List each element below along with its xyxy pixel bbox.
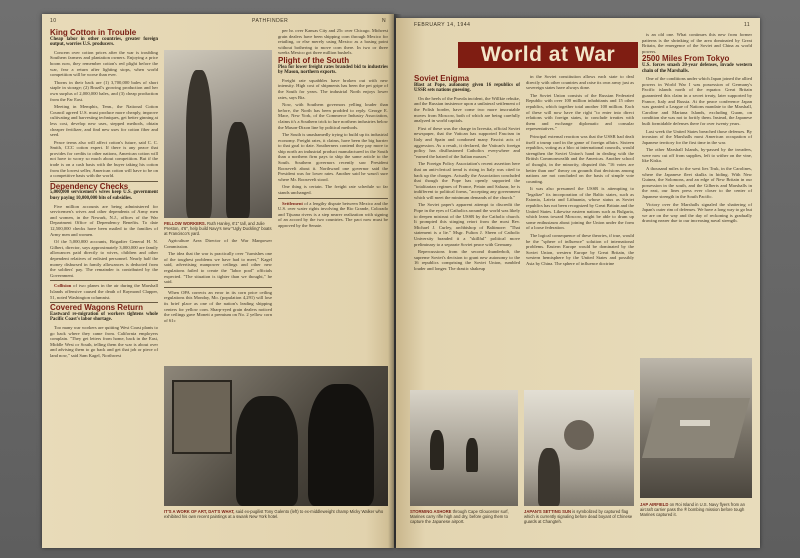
soviet-continued: Principal external reaction was that the USSR had dealt itself a trump card in the game of foreign affairs. Sixteen republics, voting as a bloc at international councils, would strengthen the Soviet Union's hand in dealing with the British Commonwealth and the Americas. Another school of thought, in the minority, disputed this "16 votes are better than one" theory on grounds that decisions among nations are not concluded on the basis of simple vote counting. xyxy=(526,133,634,184)
right-column-3 xyxy=(642,32,752,226)
collision-item xyxy=(50,283,158,300)
corn-paragraph: per hr. over Kansas City and 25c over Chicago. Midwest grain dealers have been shipping corn through Mexico for retailing, or else merely using Mexico as a basing point without bothering to move corn there. In two or three weeks Mexico got three million bushels. xyxy=(278,28,388,56)
dependency-paragraph: Of the 5,000,000 accounts, Brigadier General H. N. Gilbert, director, says approximately 3,000,000 are family allowances paid directly to wives, children and other dependent relatives of enlisted personnel. Nearly half the money disbursed in family allowances is deducted from the soldiers' pay. The remainder is contributed by the Government. xyxy=(50,239,158,278)
worker-figure-tall xyxy=(186,70,212,218)
soldier-figure xyxy=(538,448,560,506)
plight-paragraph: The South is unashamedly trying to build up its industrial economy. Freight rates, it claims, have been the big barrier to that goal to date. Southerners contend they pay more to ship north an industrial product manufactured in the South than a northern firm pays to ship the same article to the South. Southern governors recently saw President Roosevelt about it. Northward one governor said the President was for lower rates. Another said he wasn't sure where Mr. Roosevelt stood. xyxy=(278,132,388,182)
tokyo-paragraph: Victory over the Marshalls signaled the shattering of Japan's outer rim of defenses. We have a long way to go but we are on the way and the day of reckoning is gradually drawing nearer due to our increasing naval strength. xyxy=(642,201,752,224)
photo-jap-airfield xyxy=(640,358,752,498)
soviet-continued: The Soviet Union consists of the Russian Federated Republic with over 100 million inhabitants and 15 other republics, which together total another 100 million. Each of these will now have the right "to enter into direct relations with foreign states, to conclude treaties with them and exchange diplomatic and consular representatives." xyxy=(526,92,634,132)
soviet-paragraph: The Foreign Policy Association's recent assertion here that an anti-clerical trend is rising in Italy was cited to back up the charges. Actually the Association concluded that though the Pope has openly supported the "totalitarian regimes of France, Petain and Salazar, he is indifferent to political forms, "accepting any government which will meet the minimum demands of the church." xyxy=(414,161,520,200)
world-at-war-banner: World at War xyxy=(458,42,638,68)
dependency-heading: Dependency Checks xyxy=(50,181,129,191)
caption-lead: IT'S A WORK OF ART, DAT'S WHAT, xyxy=(164,509,235,514)
king-cotton-paragraph: Concern over cotton prices after the war is troubling Southern farmers and plantation owners. Enjoying a price boom now, they remember cotton's red plight before the war, fear a return after lighting stops, when world competition will be worse than ever. xyxy=(50,49,158,78)
king-cotton-heading: King Cotton in Trouble xyxy=(50,28,137,37)
plight-paragraph: Now, with Southern governors yelling louder than before, the North has been prodded to reply. George E. Mace, New York, of the Commerce Industry Association, claims it's a Southern trick to lure northern industries below the Mason-Dixon line by political methods. xyxy=(278,102,388,130)
soviet-continued: The logical consequence of these theories, if true, would be the "sphere of influence" solution of international problems. Eastern Europe would be dominated by the Soviet Union, western Europe by Great Britain, the western hemisphere by the United States and possibly Asia by China. The sphere of influence doctrine xyxy=(526,233,634,266)
wagons-continued: Agriculture Area Director of the War Manpower Commission. xyxy=(164,238,272,249)
wagons-heading: Covered Wagons Return xyxy=(50,303,144,313)
dependency-paragraph: Five million accounts are being administered for servicemen's wives and other dependents of Army men and women, in the Newark, N.J., offices of the War Department Office of Dependency Benefits. To date 12,500,000 checks have been mailed to the families of Army men and women. xyxy=(50,203,158,237)
runway-marking xyxy=(680,420,710,426)
caption-setting-sun xyxy=(524,509,634,524)
caption-text: on Roi Island in U.S. Navy flyers from an aircraft carrier pass the ® bombing mission before tough Marines captured it. xyxy=(640,502,745,517)
issue-date: FEBRUARY 14, 1944 xyxy=(414,22,471,28)
man-right-figure xyxy=(308,384,374,506)
caption-text: through Cape Gloucester surf, Marines carry rifle high and dry, before going them to capture the Japanese airport. xyxy=(410,509,509,524)
plight-heading: Plight of the South xyxy=(278,55,350,65)
divider xyxy=(278,198,388,199)
plight-subhead: Plea for lower freight rates branded bid to industries by Mason, northern exports. xyxy=(278,64,388,76)
soviet-paragraph: Repercussions from the second thunderbolt, the supreme Soviet's decision to grant new autonomy to the 16 republics comprising the Soviet Union, rumbled louder and longer. The drastic shakeup xyxy=(414,249,520,271)
soviet-continued: in the Soviet constitution allows each state to deal directly with other countries and raise its own army just as sovereign states have always done. xyxy=(526,74,634,91)
left-corner-mark: N xyxy=(382,18,387,24)
soviet-continued: It was also presumed the USSR is attempting to "legalize" its incorporation of the Baltic states, such as Estonia, Latvia and Lithuania, whose status as Soviet republics has not been recognized by Great Britain and the United States. Likewise eastern nations such as Bulgaria, which leans toward Moscow, might be able to drum up some enthusiasm about joining the Union under the form of a loose federation. xyxy=(526,186,634,231)
worker-figure-short xyxy=(226,122,250,218)
opa-paragraph: When OPA corrects an error in its corn price ceiling regulations this Monday, Mo. (population 4,291) will lose its brief place as one of the nation's leading shipping centers for yellow corn. Sharp-eyed grain dealers noticed the ceilings gave Monett a premium on No. 2 yellow corn of 61c xyxy=(164,289,272,323)
caption-art-exhibit xyxy=(164,509,388,519)
left-running-title: PATHFINDER xyxy=(252,18,289,24)
caption-lead: JAP AIRFIELD xyxy=(640,502,669,507)
left-column-3 xyxy=(278,28,388,231)
plight-paragraph: One thing is certain. The freight rate schedule so far stands unchanged. xyxy=(278,184,388,196)
soviet-paragraph: First of these was the charge in Izvestia, official Soviet newspaper, that the Vatican has supported Fascism in Italy and Spain and condoned many Fascist acts of aggression. As a result, it declared, the Vatican's foreign policy has disillusioned Catholics everywhere and "earned the hatred of the Italian masses." xyxy=(414,125,520,159)
plight-paragraph: Freight rate squabbles have broken out with new intensity. High cost of shipments has been the pet gripe of the South for years. The industrial North enjoys lower rates, says Biz. xyxy=(278,77,388,100)
left-page-number: 10 xyxy=(50,18,57,24)
right-page-number: 11 xyxy=(744,22,751,28)
soviet-continued: is an old one. What continues this new from former patterns is the shrinking of the area dominated by Great Britain, the emergence of the Soviet and China as world powers. xyxy=(642,32,752,54)
left-column-1 xyxy=(50,28,158,360)
soviet-subhead: Blast at Pope, autonomy given 16 republics of USSR sets nations guessing. xyxy=(414,82,520,94)
divider xyxy=(50,280,158,281)
right-column-1 xyxy=(414,74,520,274)
painting-frame xyxy=(172,380,232,454)
caption-lead: FELLOW WORKERS. xyxy=(164,221,206,226)
rising-sun-flag-disc xyxy=(564,420,594,450)
settlement-text: of a lengthy dispute between Mexico and the U.S. over water rights involving the Rio Grande, Colorado and Tijuana rivers is a step nearer realization with signing of an accord by the two countries. The pact now must be approved by the Senate. xyxy=(278,200,388,228)
collision-lead: Collision xyxy=(54,283,72,289)
king-cotton-subhead: Cheap labor in other countries, greater foreign output, worries U.S. producers. xyxy=(50,36,158,48)
wagons-paragraph: Too many war workers are quitting West Coast plants to go back where they came from. California employers complain. "They get letters from home, back in the East, Middle West or South, telling them the war is about over and advising them to go back and get that job or piece of land now," said Sam Kagel, Northwest xyxy=(50,324,158,358)
photo-setting-sun xyxy=(524,390,634,506)
king-cotton-paragraph: Thorns in their back are (1) 3,700,000 bales of short staple in storage; (2) Brazil's growing production and her own surplus of 2,000,000 bales, and (3) cheap production from the Far East. xyxy=(50,79,158,102)
collision-text: of two planes in the air during the Marshall Islands offensive caused the death of Raymond Clapper, 51, noted Washington columnist. xyxy=(50,283,158,300)
tokyo-heading: 2500 Miles From Tokyo xyxy=(642,54,730,64)
tokyo-paragraph: One of the conditions under which Japan joined the allied powers in World War I was possession of Germany's Pacific islands north of the equator. Great Britain guaranteed this claim in a secret treaty, later supported by France, Italy and Russia. At the peace conference Japan was granted a League of Nations mandate to the Marshall, Caroline and Mariana Islands, excluding Guam, on condition she was not to fortify them. Instead, the Japanese built formidable defenses there for over twenty years. xyxy=(642,76,753,126)
caption-storming-ashore xyxy=(410,509,518,524)
photo-storming-ashore xyxy=(410,390,518,506)
right-page xyxy=(396,18,760,548)
king-cotton-paragraph: Peace terms also will affect cotton's future, said C. C. Smith, CCC cotton expert. If there is any peace that provides for credits to other nations, American cotton will not have to worry so much about competition. But if the trade is on a cash basis with the buyer taking his cotton from the lowest seller, American cotton will have to be on a competitive basis with the world. xyxy=(50,139,158,179)
wagons-subhead: Eastward re-migration of workers tightens whole Pacific Coast's labor shortage. xyxy=(50,311,158,323)
divider xyxy=(164,287,272,288)
airfield-runway xyxy=(642,398,750,458)
caption-fellow-workers xyxy=(164,221,272,236)
marine-figure xyxy=(430,430,444,470)
wagons-continued: The idea that the war is practically over "furnishes one of the toughest problems we have had to meet," Kagel said, advertising manpower ceilings and other new regulations failed to create the "labor pool" officials expected. "The situation is tighter than we thought," he said. xyxy=(164,251,272,285)
caption-jap-airfield xyxy=(640,502,752,517)
caption-lead: STORMING ASHORE xyxy=(410,509,452,514)
left-column-2 xyxy=(164,238,272,325)
caption-text: said ex-pugilist Tony Galento (left) to ex-middleweight champ Micky Walker who exhibited his own recent paintings at a swank New York hotel. xyxy=(164,509,384,519)
tokyo-subhead: U.S. forces smash 20-year defenses, invade western chain of the Marshalls. xyxy=(642,62,752,74)
settlement-lead: Settlement xyxy=(282,200,303,206)
tokyo-paragraph: A thousand miles to the west lies Truk, in the Carolines, where the Japanese fleet skulks in hiding. With New Guinea, the Solomons, and an edge of New Britain in our possession in the south, and the Gilberts and Marshalls in the east, our lines press ever closer to the center of Japanese strength in the South Pacific. xyxy=(642,166,752,200)
man-left-figure xyxy=(236,396,298,506)
king-cotton-paragraph: Meeting in Memphis, Tenn., the National Cotton Council agreed U.S. must produce more cheaply, improve cultivating and harvesting techniques, get better ginning at less cost, develop new uses, stepped methods, obtain cheaper fertilizer, and find new uses for cotton fiber and seed. xyxy=(50,104,158,138)
caption-text: is symbolized by captured flag which is currently signaling before dead boyant of Chinese guards at Changteh. xyxy=(524,509,633,524)
soviet-paragraph: The Soviet paper's apparent attempt to discredit the Pope in the eyes of Catholics around the world was likely to deepen mistrust of the USSR by the Catholic church. It prompted this stinging retort from the most Rev. Michael J. Curley, archbishop of Baltimore: "That statement is a lie." Msgr. Fulton J. Sheen of Catholic University branded it a "skillful" political move preliminary to a separate Soviet peace with Germany. xyxy=(414,202,520,247)
dependency-subhead: 5,000,000 servicemen's wives keep U.S. government busy paying 10,000,000 bits of subsidies. xyxy=(50,190,158,202)
photo-art-exhibit xyxy=(164,366,388,506)
marine-figure xyxy=(466,438,478,472)
tokyo-paragraph: The other Marshall Islands, by-passed by the invaders, were now cut off from supplies, left to wither on the vine, like Kiska. xyxy=(642,147,752,164)
soviet-heading: Soviet Enigma xyxy=(414,74,470,83)
photo-fellow-workers xyxy=(164,50,272,218)
right-column-2 xyxy=(526,74,634,269)
caption-lead: JAPAN'S SETTING SUN xyxy=(524,509,571,514)
soviet-paragraph: On the heels of the Pravda incident, the Willkie rebuke, and the Russian insistence upon a unilateral settlement of the Polish border, have come two more inscrutable moves from Moscow, both of which are being carefully analyzed in world capitals. xyxy=(414,95,520,124)
caption-text: Ruth Hanley, 6'1" tall, and Julie Preston, 4'6", help build Navy's new "Ugly Duckling" boats at Francisco's yard. xyxy=(164,221,272,236)
tokyo-paragraph: Last week the United States breached those defenses. By invasion of the Marshalls most American occupation of Japanese territory for the first time in the war. xyxy=(642,128,752,145)
left-page xyxy=(42,14,394,548)
settlement-item xyxy=(278,201,388,229)
